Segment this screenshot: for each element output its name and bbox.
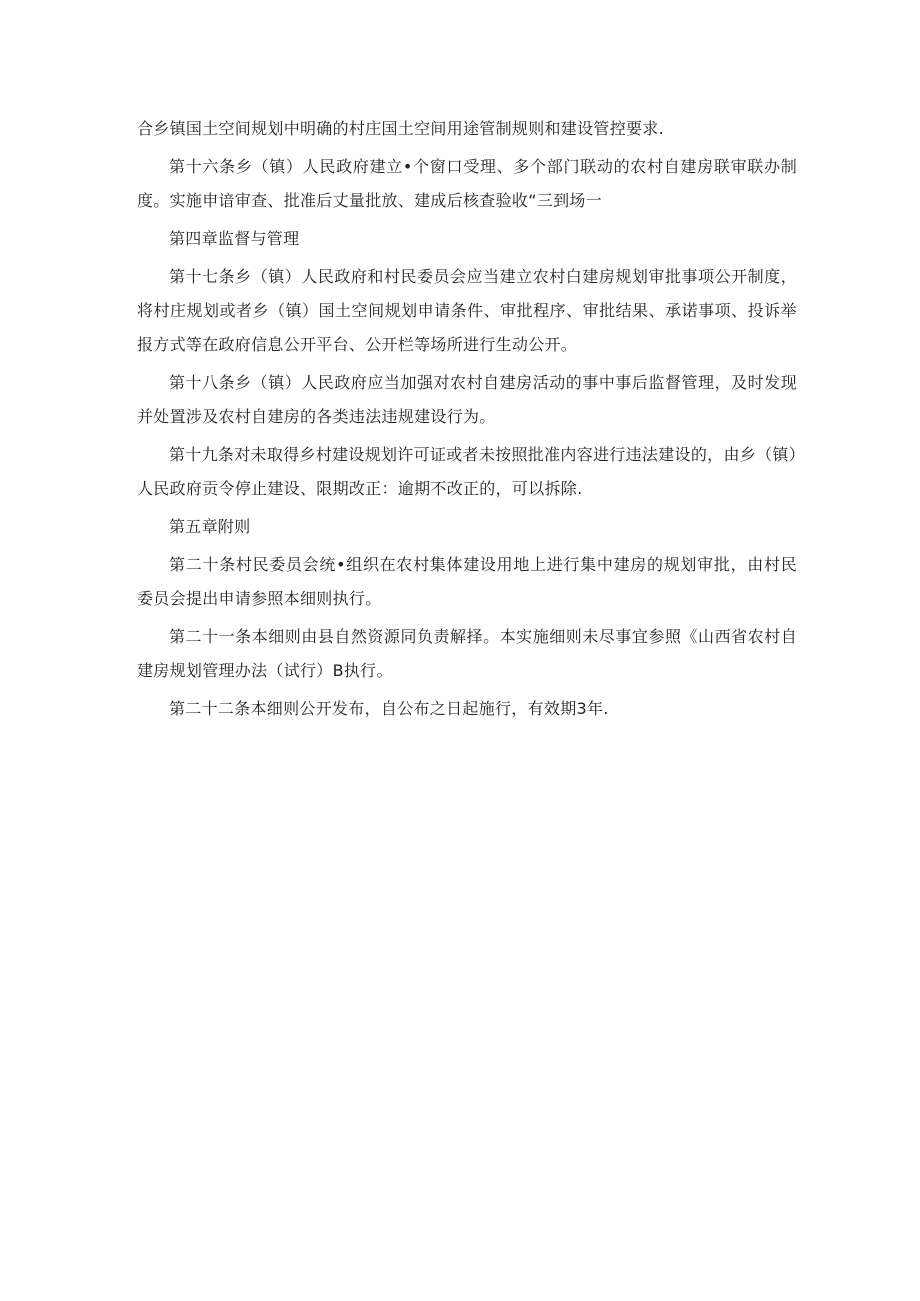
- article-22: 第二十二条本细则公开发布，自公布之日起施行，有效期3年.: [169, 699, 609, 718]
- chapter-5-heading: 第五章附则: [169, 517, 251, 536]
- article-18: 第十八条乡（镇）人民政府应当加强对农村自建房活动的事中事后监督管理，及时发现并处置涉及农村自建房的各类违法违规建设行为。: [137, 373, 797, 426]
- article-17: 第十七条乡（镇）人民政府和村民委员会应当建立农村白建房规划审批事项公开制度，将村庄规划或者乡（镇）国土空间规划申请条件、审批程序、审批结果、承诺事项、投诉举报方式等在政府信息公开平台、公开栏等场所进行生动公开。: [137, 267, 797, 354]
- article-19: 第十九条对未取得乡村建设规划许可证或者未按照批准内容进行违法建设的，由乡（镇）人民政府贡令停止建设、限期改正：逾期不改正的，可以拆除.: [137, 445, 797, 498]
- article-20: 第二十条村民委员会统•组织在农村集体建设用地上进行集中建房的规划审批，由村民委员会提出申请参照本细则执行。: [137, 555, 797, 608]
- article-16: 第十六条乡（镇）人民政府建立•个窗口受理、多个部门联动的农村自建房联审联办制度。实施申谙审查、批准后丈量批放、建成后核查验收“三到场一: [137, 157, 797, 210]
- document-body: [137, 112, 797, 726]
- paragraph-continuation: 合乡镇国土空间规划中明确的村庄国土空间用途管制规则和建设管控要求.: [137, 119, 664, 138]
- chapter-4-heading: 第四章监督与管理: [169, 229, 300, 248]
- article-21: 第二十一条本细则由县自然资源同负责解择。本实施细则未尽事宜参照《山西省农村自建房规划管理办法（试行）B执行。: [137, 627, 797, 680]
